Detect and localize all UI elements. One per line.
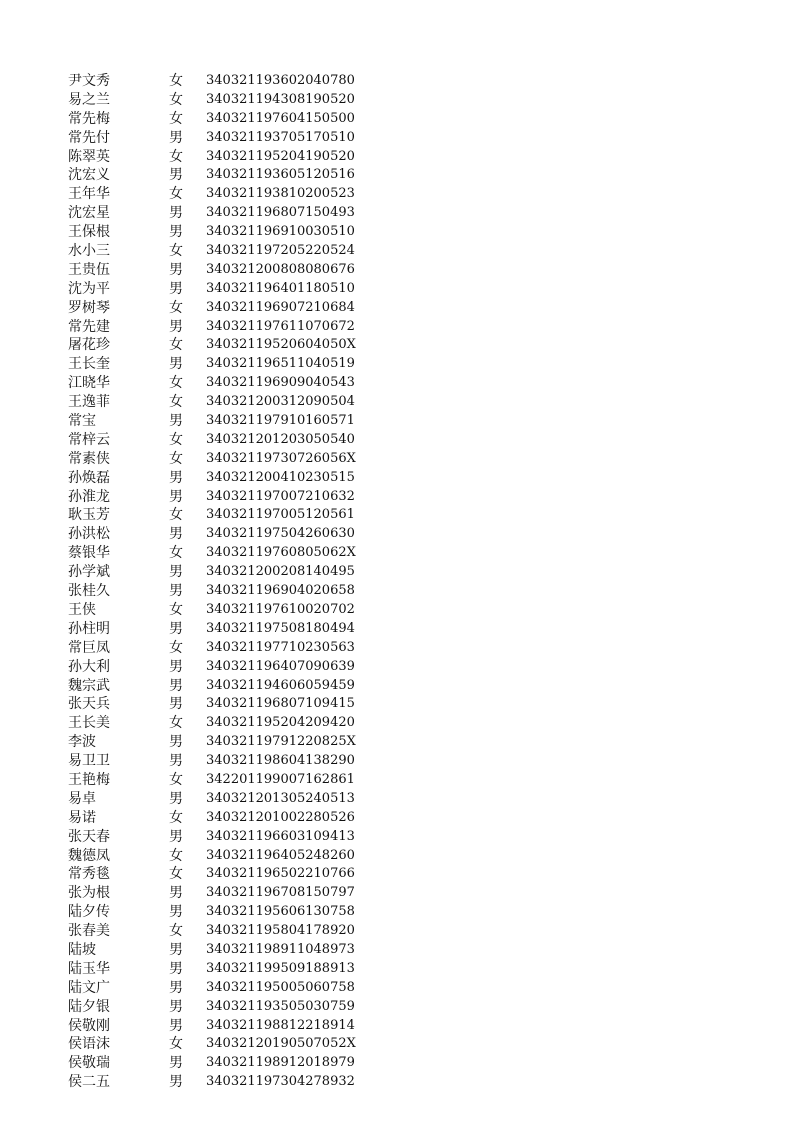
record-row: [68, 733, 368, 752]
person-name: 孙焕磊: [68, 469, 110, 486]
person-name: 侯敬瑞: [68, 1055, 110, 1072]
person-name: 陆文广: [68, 979, 110, 996]
person-name: 易诺: [68, 809, 96, 826]
person-gender: 男: [169, 677, 183, 694]
record-row: [68, 677, 368, 696]
record-row: [68, 431, 368, 450]
id-number: 340321196603109413: [206, 828, 355, 844]
record-row: [68, 166, 368, 185]
person-gender: 男: [169, 753, 183, 770]
id-number: 340321196909040543: [206, 375, 355, 391]
id-number: 340321193705170510: [206, 129, 355, 145]
record-row: [68, 563, 368, 582]
id-number: 340321196407090639: [206, 658, 355, 674]
record-row: [68, 790, 368, 809]
record-row: [68, 998, 368, 1017]
person-name: 水小三: [68, 243, 110, 260]
record-row: [68, 185, 368, 204]
id-number: 340321196708150797: [206, 885, 355, 901]
person-name: 王长美: [68, 715, 110, 732]
person-name: 常先建: [68, 318, 110, 335]
record-row: [68, 469, 368, 488]
id-number: 34032119730726056X: [206, 450, 356, 466]
person-name: 王长奎: [68, 356, 110, 373]
person-name: 李波: [68, 734, 96, 751]
record-row: [68, 601, 368, 620]
person-name: 魏宗武: [68, 677, 110, 694]
person-gender: 男: [169, 564, 183, 581]
id-number: 340321201305240513: [206, 790, 355, 806]
id-number: 340321197007210632: [206, 488, 355, 504]
record-row: [68, 1035, 368, 1054]
id-number: 340321197304278932: [206, 1074, 355, 1090]
record-row: [68, 1054, 368, 1073]
person-gender: 男: [169, 734, 183, 751]
person-gender: 男: [169, 488, 183, 505]
record-row: [68, 72, 368, 91]
record-row: [68, 714, 368, 733]
person-gender: 男: [169, 658, 183, 675]
person-gender: 女: [169, 148, 183, 165]
person-gender: 男: [169, 1074, 183, 1091]
record-row: [68, 865, 368, 884]
id-number: 340321193602040780: [206, 73, 355, 88]
record-row: [68, 223, 368, 242]
id-number: 340321198604138290: [206, 753, 355, 769]
person-name: 沈宏星: [68, 205, 110, 222]
id-number: 340321195606130758: [206, 904, 355, 920]
record-row: [68, 318, 368, 337]
person-gender: 女: [169, 866, 183, 883]
id-number: 340321197504260630: [206, 526, 355, 542]
person-gender: 男: [169, 469, 183, 486]
record-row: [68, 847, 368, 866]
person-name: 易卓: [68, 790, 96, 807]
person-name: 陆坡: [68, 941, 96, 958]
person-name: 孙洪松: [68, 526, 110, 543]
person-name: 张天兵: [68, 696, 110, 713]
id-number: 340321195804178920: [206, 923, 355, 939]
id-number: 340321198912018979: [206, 1055, 355, 1071]
id-number: 340321197611070672: [206, 318, 355, 334]
id-number: 340321196910030510: [206, 224, 355, 240]
id-number: 340321196511040519: [206, 356, 355, 372]
record-row: [68, 450, 368, 469]
person-gender: 男: [169, 979, 183, 996]
person-gender: 男: [169, 904, 183, 921]
person-gender: 女: [169, 186, 183, 203]
record-row: [68, 979, 368, 998]
id-number: 340321200410230515: [206, 469, 355, 485]
id-number: 340321197205220524: [206, 243, 355, 259]
id-number: 340321197910160571: [206, 413, 355, 429]
person-gender: 男: [169, 696, 183, 713]
person-name: 常巨凤: [68, 639, 110, 656]
person-gender: 男: [169, 790, 183, 807]
person-gender: 男: [169, 356, 183, 373]
record-row: [68, 242, 368, 261]
person-name: 屠花珍: [68, 337, 110, 354]
person-name: 易之兰: [68, 91, 110, 108]
person-name: 侯语沫: [68, 1036, 110, 1053]
person-name: 张天春: [68, 828, 110, 845]
record-row: [68, 960, 368, 979]
person-gender: 女: [169, 375, 183, 392]
person-gender: 男: [169, 318, 183, 335]
person-gender: 女: [169, 299, 183, 316]
person-gender: 男: [169, 526, 183, 543]
person-name: 常先梅: [68, 110, 110, 127]
person-gender: 女: [169, 243, 183, 260]
id-number: 340321200208140495: [206, 564, 355, 580]
record-row: [68, 544, 368, 563]
id-number: 340321199509188913: [206, 960, 355, 976]
record-row: [68, 828, 368, 847]
record-row: [68, 525, 368, 544]
record-row: [68, 941, 368, 960]
record-row: [68, 922, 368, 941]
id-number: 340321197508180494: [206, 620, 355, 636]
person-gender: 女: [169, 639, 183, 656]
id-number: 340321196807150493: [206, 205, 355, 221]
record-row: [68, 261, 368, 280]
record-list: [68, 72, 368, 1092]
person-gender: 女: [169, 110, 183, 127]
person-name: 陆夕传: [68, 904, 110, 921]
person-gender: 女: [169, 809, 183, 826]
id-number: 34032120190507052X: [206, 1036, 356, 1052]
person-name: 孙学斌: [68, 564, 110, 581]
id-number: 340321198911048973: [206, 941, 355, 957]
person-gender: 男: [169, 167, 183, 184]
person-gender: 男: [169, 941, 183, 958]
id-number: 340321196401180510: [206, 280, 355, 296]
person-name: 沈为平: [68, 280, 110, 297]
id-number: 340321194606059459: [206, 677, 355, 693]
id-number: 340321197610020702: [206, 601, 355, 617]
person-gender: 女: [169, 337, 183, 354]
person-name: 江晓华: [68, 375, 110, 392]
person-name: 孙柱明: [68, 620, 110, 637]
person-name: 常先付: [68, 129, 110, 146]
id-number: 34032119791220825X: [206, 734, 356, 750]
id-number: 340321195204190520: [206, 148, 355, 164]
person-name: 王侠: [68, 601, 96, 618]
person-name: 易卫卫: [68, 753, 110, 770]
record-row: [68, 658, 368, 677]
person-name: 孙淮龙: [68, 488, 110, 505]
id-number: 340321194308190520: [206, 91, 355, 107]
id-number: 340321196904020658: [206, 583, 355, 599]
id-number: 340321196502210766: [206, 866, 355, 882]
record-row: [68, 695, 368, 714]
record-row: [68, 884, 368, 903]
id-number: 340321193505030759: [206, 998, 355, 1014]
record-row: [68, 412, 368, 431]
person-gender: 男: [169, 1055, 183, 1072]
person-name: 魏德凤: [68, 847, 110, 864]
person-gender: 男: [169, 828, 183, 845]
id-number: 340321200808080676: [206, 261, 355, 277]
person-gender: 男: [169, 224, 183, 241]
id-number: 340321196405248260: [206, 847, 355, 863]
person-name: 罗树琴: [68, 299, 110, 316]
record-row: [68, 1073, 368, 1092]
id-number: 340321196907210684: [206, 299, 355, 315]
person-gender: 女: [169, 715, 183, 732]
person-name: 侯敬刚: [68, 1017, 110, 1034]
record-row: [68, 110, 368, 129]
person-name: 王年华: [68, 186, 110, 203]
record-row: [68, 129, 368, 148]
person-gender: 女: [169, 394, 183, 411]
person-gender: 男: [169, 998, 183, 1015]
person-gender: 男: [169, 583, 183, 600]
record-row: [68, 299, 368, 318]
person-name: 陈翠英: [68, 148, 110, 165]
person-gender: 男: [169, 280, 183, 297]
person-name: 陆夕银: [68, 998, 110, 1015]
person-name: 张桂久: [68, 583, 110, 600]
record-row: [68, 336, 368, 355]
record-row: [68, 393, 368, 412]
record-row: [68, 488, 368, 507]
id-number: 340321200312090504: [206, 394, 355, 410]
id-number: 340321197005120561: [206, 507, 355, 523]
id-number: 340321196807109415: [206, 696, 355, 712]
person-gender: 男: [169, 129, 183, 146]
record-row: [68, 771, 368, 790]
record-row: [68, 903, 368, 922]
person-name: 蔡银华: [68, 545, 110, 562]
record-row: [68, 620, 368, 639]
person-gender: 女: [169, 847, 183, 864]
person-gender: 女: [169, 771, 183, 788]
id-number: 340321197710230563: [206, 639, 355, 655]
person-gender: 男: [169, 205, 183, 222]
id-number: 342201199007162861: [206, 771, 355, 787]
person-gender: 女: [169, 450, 183, 467]
record-row: [68, 355, 368, 374]
person-gender: 男: [169, 1017, 183, 1034]
id-number: 340321201002280526: [206, 809, 355, 825]
id-number: 340321197604150500: [206, 110, 355, 126]
person-name: 张春美: [68, 923, 110, 940]
person-gender: 女: [169, 73, 183, 89]
record-row: [68, 506, 368, 525]
id-number: 340321193605120516: [206, 167, 355, 183]
person-name: 侯二五: [68, 1074, 110, 1091]
person-gender: 男: [169, 261, 183, 278]
id-number: 340321201203050540: [206, 431, 355, 447]
person-gender: 男: [169, 885, 183, 902]
person-name: 王艳梅: [68, 771, 110, 788]
record-row: [68, 91, 368, 110]
id-number: 340321198812218914: [206, 1017, 355, 1033]
person-name: 常梓云: [68, 431, 110, 448]
record-row: [68, 374, 368, 393]
record-row: [68, 204, 368, 223]
person-gender: 女: [169, 507, 183, 524]
id-number: 340321193810200523: [206, 186, 355, 202]
person-name: 王贵伍: [68, 261, 110, 278]
record-row: [68, 752, 368, 771]
person-gender: 男: [169, 960, 183, 977]
id-number: 34032119520604050X: [206, 337, 356, 353]
person-name: 沈宏义: [68, 167, 110, 184]
person-name: 耿玉芳: [68, 507, 110, 524]
person-gender: 女: [169, 1036, 183, 1053]
person-gender: 男: [169, 413, 183, 430]
person-name: 陆玉华: [68, 960, 110, 977]
person-name: 常素侠: [68, 450, 110, 467]
person-name: 常秀毯: [68, 866, 110, 883]
person-name: 尹文秀: [68, 73, 110, 89]
record-row: [68, 639, 368, 658]
person-gender: 女: [169, 431, 183, 448]
record-row: [68, 148, 368, 167]
person-name: 常宝: [68, 413, 96, 430]
id-number: 34032119760805062X: [206, 545, 356, 561]
person-name: 王逸菲: [68, 394, 110, 411]
person-gender: 女: [169, 545, 183, 562]
person-name: 王保根: [68, 224, 110, 241]
record-row: [68, 809, 368, 828]
person-gender: 男: [169, 620, 183, 637]
record-row: [68, 1017, 368, 1036]
person-name: 张为根: [68, 885, 110, 902]
record-row: [68, 280, 368, 299]
person-gender: 女: [169, 601, 183, 618]
id-number: 340321195204209420: [206, 715, 355, 731]
person-name: 孙大利: [68, 658, 110, 675]
record-row: [68, 582, 368, 601]
id-number: 340321195005060758: [206, 979, 355, 995]
person-gender: 女: [169, 923, 183, 940]
person-gender: 女: [169, 91, 183, 108]
